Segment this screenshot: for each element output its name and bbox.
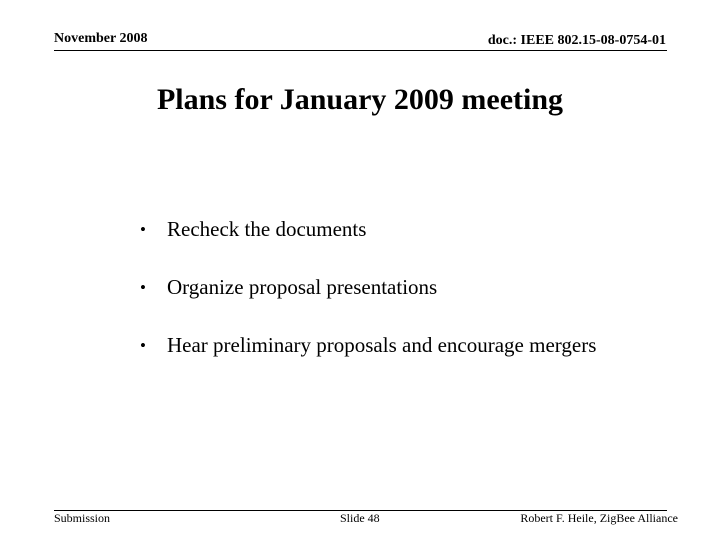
bullet-item [140, 334, 610, 357]
bullet-text: Organize proposal presentations [167, 275, 438, 299]
bullet-text: Recheck the documents [167, 217, 367, 241]
bullet-item [140, 276, 610, 299]
footer-author: Robert F. Heile, ZigBee Alliance [520, 511, 678, 525]
header-date: November 2008 [54, 31, 148, 46]
bullet-dot-icon: • [140, 220, 146, 239]
bullet-text: Hear preliminary proposals and encourage mergers [167, 333, 597, 357]
bullet-item [140, 218, 610, 241]
bullet-dot-icon: • [140, 278, 146, 297]
footer-slide-number: Slide 48 [340, 511, 380, 525]
footer-submission: Submission [54, 511, 111, 525]
slide-title: Plans for January 2009 meeting [156, 83, 564, 116]
bullet-list [140, 218, 610, 392]
header-doc-id: doc.: IEEE 802.15-08-0754-01 [487, 33, 666, 48]
bullet-dot-icon: • [140, 336, 146, 355]
header-divider [54, 50, 667, 51]
